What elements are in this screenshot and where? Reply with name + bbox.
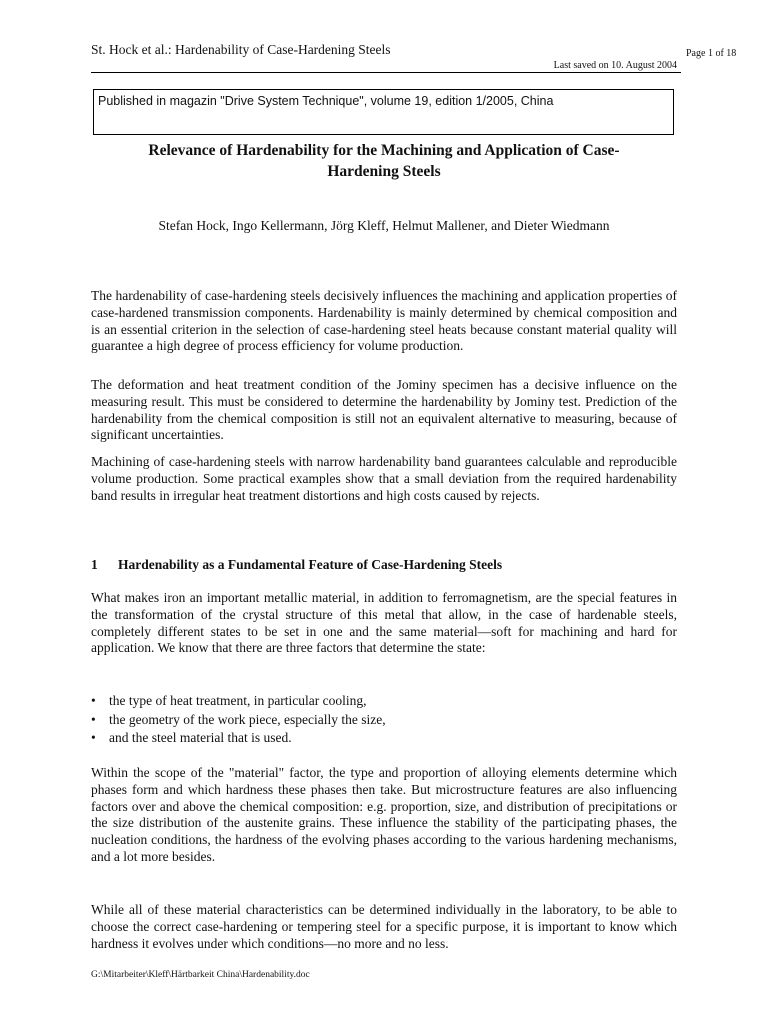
bullet-icon: •: [91, 730, 96, 746]
author-list: Stefan Hock, Ingo Kellermann, Jörg Kleff, Helmut Mallener, and Dieter Wiedmann: [158, 218, 610, 233]
abstract-paragraph-2: The deformation and heat treatment condition of the Jominy specimen has a decisive influence on the measuring result. This must be considered to determine the hardenability by Jominy test. Prediction of the hardenability from the chemical composition is still not an equivalent alternative to measuring, because of significant uncertainties.: [91, 377, 677, 443]
bullet-icon: •: [91, 693, 96, 708]
material-factor-paragraph: Within the scope of the "material" factor, the type and proportion of alloying elements determine which phases form and which hardness these phases then take. But microstructure features are also influencing factors over and above the chemical composition: e.g. proportion, size, and distribution of precipitations or the size distribution of the austenite grains. These influence the stability of the participating phases, the nucleation conditions, the hardness of the evolving phases according to the various hardening mechanisms, and a lot more besides.: [91, 765, 677, 864]
footer-file-path: G:\Mitarbeiter\Kleff\Härtbarkeit China\Hardenability.doc: [91, 970, 310, 980]
title-line-2: Hardening Steels: [327, 163, 441, 180]
laboratory-paragraph: While all of these material characteristics can be determined individually in the laboratory, to be able to choose the correct case-hardening or tempering steel for a specific purpose, it is important to know which hardness it evolves under which conditions—no more and no less.: [91, 902, 677, 951]
title-line-1: Relevance of Hardenability for the Machining and Application of Case-: [148, 142, 620, 159]
running-header: St. Hock et al.: Hardenability of Case-Hardening Steels: [91, 42, 391, 57]
factor-list: [91, 692, 677, 748]
list-item: • the geometry of the work piece, especially the size,: [91, 711, 677, 730]
header-rule: [91, 72, 681, 73]
publication-box: [93, 89, 674, 135]
section-intro-paragraph: What makes iron an important metallic material, in addition to ferromagnetism, are the special features in the transformation of the crystal structure of this metal that allow, in the case of hardenable steels, completely different states to be set in one and the same material—soft for machining and hard for application. We know that there are three factors that determine the state:: [91, 590, 677, 656]
list-item: • and the steel material that is used.: [91, 729, 677, 748]
paper-title: [91, 140, 677, 182]
abstract-paragraph-1: The hardenability of case-hardening steels decisively influences the machining and application properties of case-hardened transmission components. Hardenability is mainly determined by chemical composition and is an essential criterion in the selection of case-hardening steel heats because constant material quality will guarantee a high degree of process efficiency for volume production.: [91, 288, 677, 354]
abstract-paragraph-3: Machining of case-hardening steels with narrow hardenability band guarantees calculable and reproducible volume production. Some practical examples show that a small deviation from the required hardenability band results in irregular heat treatment distortions and high costs caused by rejects.: [91, 454, 677, 503]
page-number: Page 1 of 18: [686, 48, 737, 59]
section-heading: [91, 557, 502, 573]
list-item: • the type of heat treatment, in particular cooling,: [91, 692, 677, 711]
publication-note: Published in magazin "Drive System Technique", volume 19, edition 1/2005, China: [98, 94, 554, 108]
section-number: 1: [91, 557, 98, 572]
last-saved-date: Last saved on 10. August 2004: [553, 60, 677, 71]
section-title: Hardenability as a Fundamental Feature of Case-Hardening Steels: [118, 557, 503, 572]
bullet-icon: •: [91, 711, 96, 727]
